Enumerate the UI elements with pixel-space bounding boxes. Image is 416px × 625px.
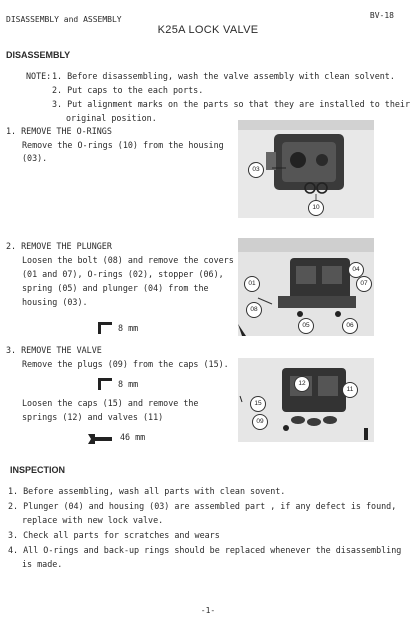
callout-01: 01 bbox=[244, 276, 260, 292]
inspection-item-1: 1. Before assembling, wash all parts with clean sovent. bbox=[8, 486, 286, 496]
step3-line2: Loosen the caps (15) and remove the bbox=[22, 398, 199, 408]
step3-line3: springs (12) and valves (11) bbox=[22, 412, 164, 422]
page-number: -1- bbox=[200, 606, 216, 615]
hex-key-icon bbox=[98, 378, 112, 390]
note-3-cont: original position. bbox=[66, 113, 157, 123]
callout-03: 03 bbox=[248, 162, 264, 178]
step2-line4: housing (03). bbox=[22, 297, 88, 307]
photo-valve-removal bbox=[238, 358, 374, 442]
inspection-item-4: 4. All O-rings and back-up rings should be replaced whenever the disassembling bbox=[8, 545, 402, 555]
step3-tool2-size: 46 mm bbox=[120, 432, 146, 442]
note-1: 1. Before disassembling, wash the valve assembly with clean solvent. bbox=[52, 71, 395, 81]
note-3: 3. Put alignment marks on the parts so that they are installed to their bbox=[52, 99, 410, 109]
step2-line3: spring (05) and plunger (04) from the bbox=[22, 283, 209, 293]
page-title: K25A LOCK VALVE bbox=[157, 24, 259, 36]
step2-tool-size: 8 mm bbox=[118, 323, 139, 333]
step2-line2: (01 and 07), O-rings (02), stopper (06), bbox=[22, 269, 224, 279]
wrench-icon bbox=[88, 430, 114, 449]
step1-title: 1. REMOVE THE O-RINGS bbox=[6, 126, 112, 136]
header-page-code: BV-18 bbox=[369, 11, 394, 20]
step1-line1: Remove the O-rings (10) from the housing bbox=[22, 140, 224, 150]
step1-line2: (03). bbox=[22, 153, 48, 163]
step3-title: 3. REMOVE THE VALVE bbox=[6, 345, 102, 355]
inspection-item-4-cont: is made. bbox=[22, 559, 63, 569]
header-section-label: DISASSEMBLY and ASSEMBLY bbox=[6, 15, 122, 24]
callout-07: 07 bbox=[356, 276, 372, 292]
photo-oring-removal bbox=[238, 120, 374, 218]
callout-05: 05 bbox=[298, 318, 314, 334]
note-label: NOTE: bbox=[26, 71, 52, 81]
inspection-item-2: 2. Plunger (04) and housing (03) are assembled part , if any defect is found, bbox=[8, 501, 397, 511]
callout-08: 08 bbox=[246, 302, 262, 318]
inspection-item-2-cont: replace with new lock valve. bbox=[22, 515, 164, 525]
disassembly-heading: DISASSEMBLY bbox=[6, 50, 71, 60]
inspection-item-3: 3. Check all parts for scratches and wears bbox=[8, 530, 220, 540]
callout-04: 04 bbox=[348, 262, 364, 278]
step3-line1: Remove the plugs (09) from the caps (15). bbox=[22, 359, 229, 369]
photo-plunger-removal bbox=[238, 238, 374, 336]
callout-12: 12 bbox=[294, 376, 310, 392]
step2-title: 2. REMOVE THE PLUNGER bbox=[6, 241, 112, 251]
callout-09: 09 bbox=[252, 414, 268, 430]
callout-10: 10 bbox=[308, 200, 324, 216]
callout-15: 15 bbox=[250, 396, 266, 412]
inspection-heading: INSPECTION bbox=[10, 465, 66, 475]
note-2: 2. Put caps to the each ports. bbox=[52, 85, 204, 95]
callout-11: 11 bbox=[342, 382, 358, 398]
step3-tool1-size: 8 mm bbox=[118, 379, 139, 389]
step2-line1: Loosen the bolt (08) and remove the covers bbox=[22, 255, 234, 265]
hex-key-icon bbox=[98, 322, 112, 334]
callout-06: 06 bbox=[342, 318, 358, 334]
